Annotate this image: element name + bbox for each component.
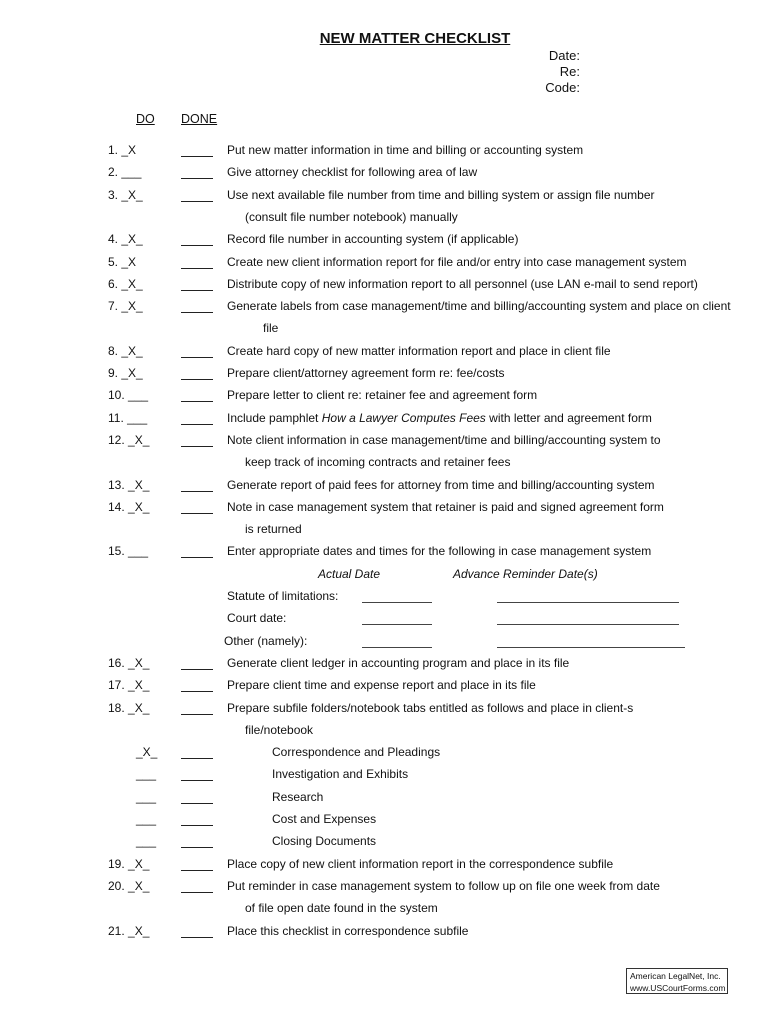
subfile-mark: ___ [136, 812, 157, 826]
item-text: Generate labels from case management/time and billing/accounting system and place on client [227, 299, 731, 314]
done-checkbox-line[interactable] [181, 178, 213, 179]
item-text-continued: (consult file number notebook) manually [245, 209, 458, 224]
done-checkbox-line[interactable] [181, 691, 213, 692]
item-number: 1. _X [108, 143, 137, 157]
subfile-mark: _X_ [136, 745, 158, 760]
item-number: 5. _X [108, 254, 137, 269]
done-checkbox-line[interactable] [181, 714, 213, 715]
subfile-label: Cost and Expenses [272, 812, 377, 826]
item-text: Put new matter information in time and billing or accounting system [227, 143, 584, 157]
item-text: Enter appropriate dates and times for the following in case management system [227, 544, 652, 559]
done-checkbox-line[interactable] [181, 446, 213, 447]
item-number: 3. _X_ [108, 187, 143, 202]
item-text: Put reminder in case management system to follow up on file one week from date [227, 878, 660, 893]
subfile-label: Research [272, 789, 324, 804]
date-label: Date: [548, 48, 580, 63]
item-number: 4. _X_ [108, 232, 143, 247]
item-number: 20. _X_ [108, 878, 150, 893]
item-text: Prepare letter to client re: retainer fee and agreement form [227, 388, 538, 403]
item-number: 17. _X_ [108, 678, 150, 693]
item-text-continued: of file open date found in the system [245, 901, 438, 916]
item-number: 19. _X_ [108, 856, 150, 871]
reminder-date-field[interactable] [497, 647, 685, 648]
item-text: Place this checklist in correspondence subfile [227, 923, 469, 938]
re-label: Re: [559, 64, 580, 79]
subfile-label: Correspondence and Pleadings [272, 745, 441, 760]
done-checkbox-line[interactable] [181, 513, 213, 514]
item-number: 11. ___ [108, 410, 148, 425]
item-text-continued: keep track of incoming contracts and retainer fees [245, 455, 511, 470]
item-number: 12. _X_ [108, 432, 150, 447]
item-text-part: with letter and agreement form [485, 410, 652, 425]
done-checkbox-line[interactable] [181, 312, 213, 313]
item-number: 8. _X_ [108, 343, 143, 358]
done-checkbox-line[interactable] [181, 290, 213, 291]
date-row-label: Court date: [227, 611, 287, 626]
footer-box [626, 968, 728, 994]
item-text: Note in case management system that retainer is paid and signed agreement form [227, 499, 664, 514]
item-number: 13. _X_ [108, 477, 150, 492]
done-checkbox-line[interactable] [181, 803, 213, 804]
done-checkbox-line[interactable] [181, 870, 213, 871]
done-checkbox-line[interactable] [181, 780, 213, 781]
item-number: 2. ___ [108, 165, 142, 180]
item-text-continued: file [263, 321, 279, 336]
item-number: 16. _X_ [108, 655, 150, 670]
item-text: Use next available file number from time and billing system or assign file number [227, 187, 655, 202]
item-text: Note client information in case management/time and billing/accounting system to [227, 432, 661, 447]
done-checkbox-line[interactable] [181, 758, 213, 759]
done-checkbox-line[interactable] [181, 268, 213, 269]
subfile-label: Investigation and Exhibits [272, 767, 409, 782]
done-checkbox-line[interactable] [181, 491, 213, 492]
done-checkbox-line[interactable] [181, 245, 213, 246]
item-text-continued: is returned [245, 522, 302, 537]
item-text: Distribute copy of new information report to all personnel (use LAN e-mail to send report) [227, 276, 698, 291]
item-number: 10. ___ [108, 388, 149, 403]
item-number: 15. ___ [108, 544, 149, 559]
item-text: Prepare client/attorney agreement form re: fee/costs [227, 366, 505, 380]
actual-date-field[interactable] [362, 624, 432, 625]
actual-date-header: Actual Date [318, 566, 381, 581]
item-number: 18. _X_ [108, 700, 150, 715]
done-checkbox-line[interactable] [181, 401, 213, 402]
item-text: Generate client ledger in accounting program and place in its file [227, 655, 570, 670]
item-number: 9. _X_ [108, 366, 143, 380]
item-text [227, 411, 652, 425]
item-number: 21. _X_ [108, 923, 150, 938]
done-checkbox-line[interactable] [181, 825, 213, 826]
done-checkbox-line[interactable] [181, 847, 213, 848]
item-number: 7. _X_ [108, 299, 143, 314]
done-checkbox-line[interactable] [181, 379, 213, 380]
item-text: Prepare subfile folders/notebook tabs entitled as follows and place in client-s [227, 700, 634, 715]
done-checkbox-line[interactable] [181, 937, 213, 938]
item-number: 6. _X_ [108, 276, 143, 291]
subfile-mark: ___ [136, 789, 157, 804]
item-text: Create new client information report for file and/or entry into case management system [227, 254, 687, 269]
item-text-continued: file/notebook [245, 722, 314, 737]
footer-url: www.USCourtForms.com [630, 983, 726, 993]
actual-date-field[interactable] [362, 647, 432, 648]
reminder-date-header: Advance Reminder Date(s) [453, 566, 598, 581]
item-text: Record file number in accounting system (if applicable) [227, 232, 519, 247]
pamphlet-title: How a Lawyer Computes Fees [321, 410, 486, 425]
item-text: Generate report of paid fees for attorney from time and billing/accounting system [227, 477, 655, 492]
do-column-header: DO [136, 112, 155, 126]
done-checkbox-line[interactable] [181, 156, 213, 157]
actual-date-field[interactable] [362, 602, 432, 603]
done-checkbox-line[interactable] [181, 424, 213, 425]
reminder-date-field[interactable] [497, 624, 679, 625]
subfile-mark: ___ [136, 767, 157, 782]
done-checkbox-line[interactable] [181, 892, 213, 893]
item-text-part: Include pamphlet [227, 410, 322, 425]
item-text: Give attorney checklist for following area of law [227, 165, 478, 180]
subfile-mark: ___ [136, 834, 157, 849]
page-title: NEW MATTER CHECKLIST [319, 30, 511, 47]
done-checkbox-line[interactable] [181, 669, 213, 670]
item-text: Prepare client time and expense report and place in its file [227, 678, 536, 693]
done-checkbox-line[interactable] [181, 201, 213, 202]
footer-company: American LegalNet, Inc. [630, 971, 721, 981]
done-column-header: DONE [181, 112, 218, 126]
done-checkbox-line[interactable] [181, 557, 213, 558]
date-row-label: Other (namely): [224, 633, 308, 648]
code-label: Code: [545, 80, 580, 95]
date-row-label: Statute of limitations: [227, 589, 339, 603]
subfile-label: Closing Documents [272, 834, 377, 849]
item-number: 14. _X_ [108, 499, 150, 514]
reminder-date-field[interactable] [497, 602, 679, 603]
done-checkbox-line[interactable] [181, 357, 213, 358]
item-text: Create hard copy of new matter information report and place in client file [227, 343, 611, 358]
item-text: Place copy of new client information report in the correspondence subfile [227, 856, 614, 871]
